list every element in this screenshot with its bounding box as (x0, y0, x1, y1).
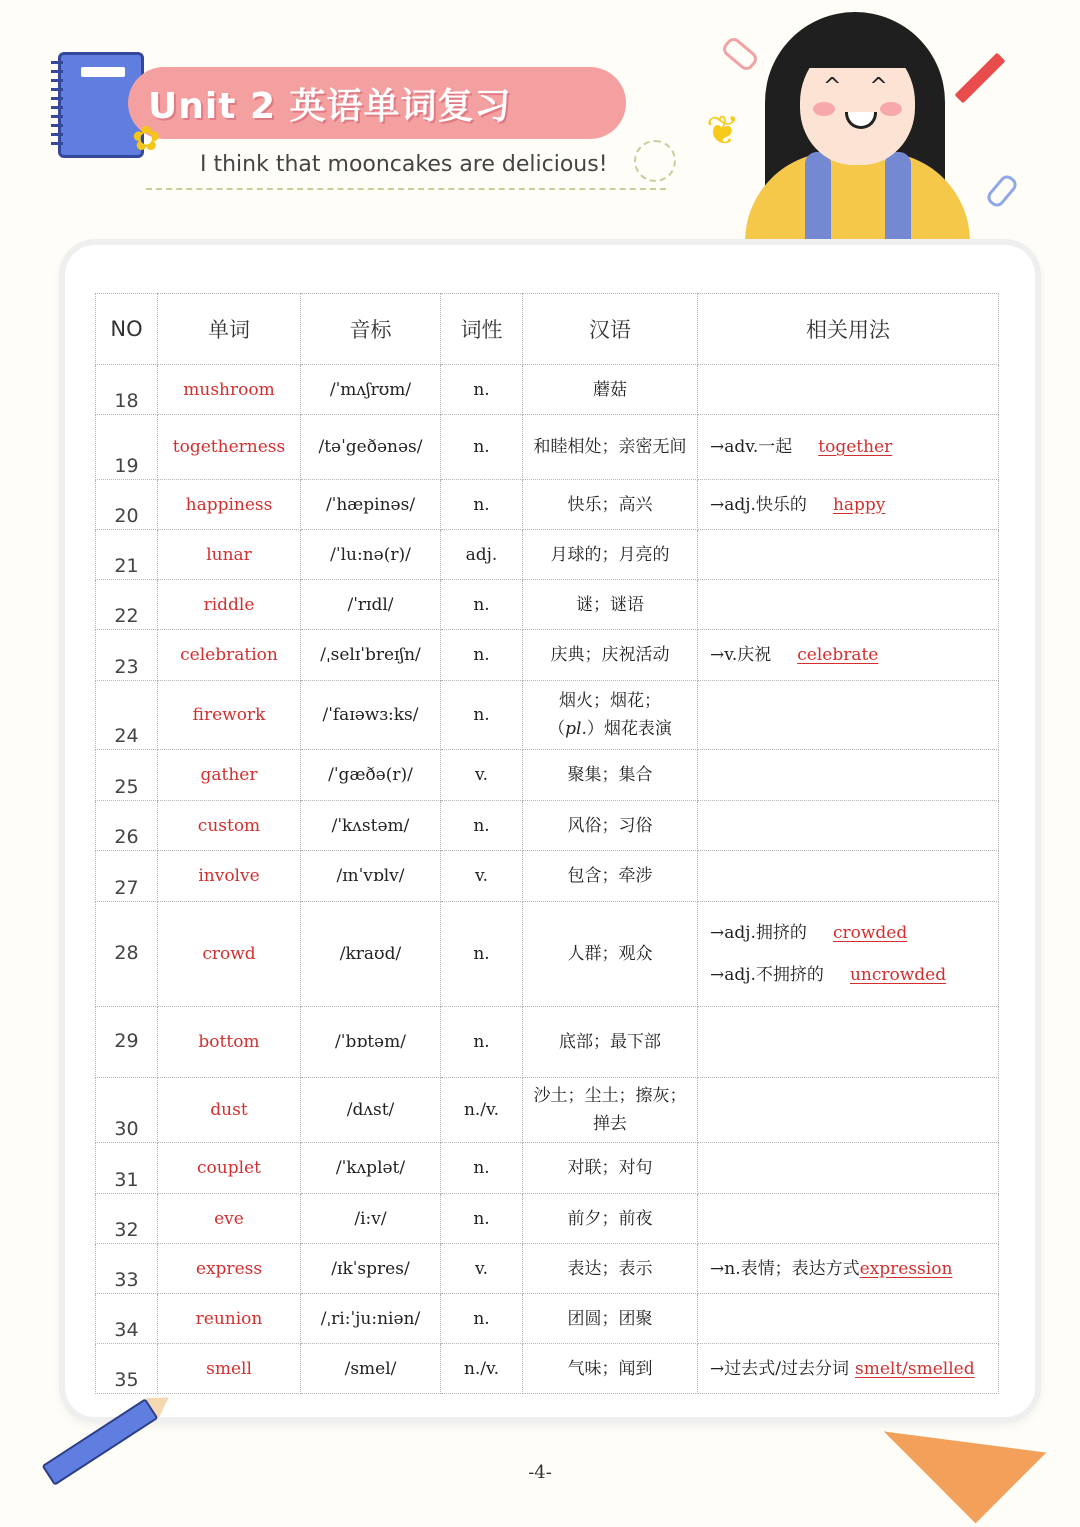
usage-answer: happy (832, 494, 886, 515)
usage-prefix: →n.表情；表达方式 (710, 1258, 860, 1279)
usage-answer: expression (859, 1258, 953, 1279)
chinese-meaning-line: （pl.）烟花表演 (548, 719, 672, 739)
usage-cell (698, 902, 999, 1007)
phonetic: /i:v/ (301, 1194, 441, 1244)
table-row (96, 1194, 999, 1244)
plural-abbrev: pl. (565, 719, 587, 739)
chinese-meaning: 人群；观众 (523, 902, 698, 1007)
row-number: 29 (96, 1007, 158, 1078)
page-number: -4- (528, 1462, 552, 1483)
butterfly-icon: ❦ (706, 108, 740, 154)
dashed-circle-decoration (634, 140, 676, 182)
table-row (96, 530, 999, 580)
usage-answer: together (818, 437, 893, 457)
part-of-speech: n. (441, 480, 523, 530)
part-of-speech: n. (441, 1294, 523, 1344)
table-row (96, 1007, 999, 1078)
phonetic: /ˈhæpinəs/ (301, 480, 441, 530)
chinese-meaning: 团圆；团聚 (523, 1294, 698, 1344)
phonetic: /ˈfaɪəwɜ:ks/ (301, 681, 441, 750)
vocab-word: custom (158, 801, 301, 851)
row-number: 30 (96, 1078, 158, 1143)
usage-cell (698, 1194, 999, 1244)
part-of-speech: n. (441, 415, 523, 480)
usage-answer: crowded (832, 923, 908, 943)
chinese-meaning: 聚集；集合 (523, 750, 698, 801)
row-number: 22 (96, 580, 158, 630)
phonetic: /kraʊd/ (301, 902, 441, 1007)
phonetic: /ˈbɒtəm/ (301, 1007, 441, 1078)
table-row (96, 480, 999, 530)
usage-prefix: →adj.快乐的 (710, 494, 807, 515)
usage-cell (698, 480, 999, 530)
vocab-word: gather (158, 750, 301, 801)
usage-answer: uncrowded (849, 965, 947, 985)
vocab-word: mushroom (158, 365, 301, 415)
usage-cell (698, 750, 999, 801)
usage-prefix: →v.庆祝 (710, 645, 772, 665)
chinese-meaning: 表达；表示 (523, 1244, 698, 1294)
chinese-meaning (523, 681, 698, 750)
phonetic: /ɪkˈspres/ (301, 1244, 441, 1294)
part-of-speech: v. (441, 851, 523, 902)
part-of-speech: v. (441, 750, 523, 801)
row-number: 19 (96, 415, 158, 480)
part-of-speech: adj. (441, 530, 523, 580)
phonetic: /ˈrɪdl/ (301, 580, 441, 630)
chinese-meaning: 快乐；高兴 (523, 480, 698, 530)
table-row (96, 750, 999, 801)
chinese-meaning: 沙土；尘土；擦灰；掸去 (523, 1078, 698, 1143)
vocab-word: reunion (158, 1294, 301, 1344)
chinese-meaning: 风俗；习俗 (523, 801, 698, 851)
table-row (96, 681, 999, 750)
usage-prefix: →adj.不拥挤的 (710, 965, 824, 985)
table-row (96, 415, 999, 480)
chinese-meaning: 对联；对句 (523, 1143, 698, 1194)
chinese-meaning: 蘑菇 (523, 365, 698, 415)
table-row (96, 1344, 999, 1394)
col-header-pos: 词性 (441, 294, 523, 365)
vocab-word: express (158, 1244, 301, 1294)
vocab-word: crowd (158, 902, 301, 1007)
vocab-word: involve (158, 851, 301, 902)
vocab-word: celebration (158, 630, 301, 681)
phonetic: /ˈkʌstəm/ (301, 801, 441, 851)
usage-cell (698, 681, 999, 750)
usage-cell (698, 1294, 999, 1344)
part-of-speech: n. (441, 365, 523, 415)
vocab-word: lunar (158, 530, 301, 580)
page-subtitle: I think that mooncakes are delicious! (200, 152, 608, 177)
part-of-speech: v. (441, 1244, 523, 1294)
flower-icon: ✿ (132, 119, 161, 159)
phonetic: /ˌri:ˈju:niən/ (301, 1294, 441, 1344)
row-number: 28 (96, 902, 158, 1007)
part-of-speech: n./v. (441, 1078, 523, 1143)
vocab-word: firework (158, 681, 301, 750)
part-of-speech: n. (441, 801, 523, 851)
usage-prefix: →过去式/过去分词 (710, 1358, 849, 1379)
usage-cell (698, 530, 999, 580)
table-row (96, 1143, 999, 1194)
part-of-speech: n. (441, 630, 523, 681)
chinese-meaning: 月球的；月亮的 (523, 530, 698, 580)
usage-line (710, 912, 994, 954)
row-number: 21 (96, 530, 158, 580)
phonetic: /ˈlu:nə(r)/ (301, 530, 441, 580)
usage-cell (698, 1143, 999, 1194)
col-header-chinese: 汉语 (523, 294, 698, 365)
vocab-word: couplet (158, 1143, 301, 1194)
row-number: 26 (96, 801, 158, 851)
row-number: 23 (96, 630, 158, 681)
col-header-word: 单词 (158, 294, 301, 365)
usage-cell (698, 415, 999, 480)
phonetic: /ˈkʌplət/ (301, 1143, 441, 1194)
table-row (96, 1244, 999, 1294)
usage-cell (698, 365, 999, 415)
vocab-table (95, 293, 999, 1394)
usage-cell (698, 1244, 999, 1294)
row-number: 25 (96, 750, 158, 801)
phonetic: /ˈmʌʃrʊm/ (301, 365, 441, 415)
chinese-meaning: 和睦相处；亲密无间 (523, 415, 698, 480)
usage-cell (698, 1078, 999, 1143)
chinese-meaning: 底部；最下部 (523, 1007, 698, 1078)
usage-line (710, 954, 994, 996)
part-of-speech: n./v. (441, 1344, 523, 1394)
phonetic: /ˌselɪˈbreɪʃn/ (301, 630, 441, 681)
chinese-meaning: 庆典；庆祝活动 (523, 630, 698, 681)
phonetic: /dʌst/ (301, 1078, 441, 1143)
vocab-word: riddle (158, 580, 301, 630)
chinese-meaning-line: 烟火；烟花； (559, 691, 661, 711)
usage-prefix: →adj.拥挤的 (710, 923, 807, 943)
part-of-speech: n. (441, 1194, 523, 1244)
vocab-word: eve (158, 1194, 301, 1244)
phonetic: /ˈgæðə(r)/ (301, 750, 441, 801)
usage-cell (698, 630, 999, 681)
row-number: 18 (96, 365, 158, 415)
table-row (96, 801, 999, 851)
table-row (96, 851, 999, 902)
phonetic: /təˈgeðənəs/ (301, 415, 441, 480)
row-number: 34 (96, 1294, 158, 1344)
chinese-meaning: 谜；谜语 (523, 580, 698, 630)
table-row (96, 902, 999, 1007)
part-of-speech: n. (441, 580, 523, 630)
paperclip-icon (984, 172, 1020, 210)
usage-prefix: →adv.一起 (710, 437, 793, 457)
chinese-meaning: 包含；牵涉 (523, 851, 698, 902)
part-of-speech: n. (441, 1007, 523, 1078)
table-header-row (96, 294, 999, 365)
usage-cell (698, 801, 999, 851)
col-header-usage: 相关用法 (698, 294, 999, 365)
row-number: 32 (96, 1194, 158, 1244)
table-row (96, 630, 999, 681)
girl-illustration: ^^ (735, 12, 980, 252)
col-header-phonetic: 音标 (301, 294, 441, 365)
chinese-meaning: 前夕；前夜 (523, 1194, 698, 1244)
vocab-word: happiness (158, 480, 301, 530)
chinese-meaning: 气味；闻到 (523, 1344, 698, 1394)
phonetic: /smel/ (301, 1344, 441, 1394)
part-of-speech: n. (441, 902, 523, 1007)
row-number: 33 (96, 1244, 158, 1294)
vocab-word: bottom (158, 1007, 301, 1078)
table-row (96, 365, 999, 415)
row-number: 27 (96, 851, 158, 902)
table-row (96, 580, 999, 630)
usage-cell (698, 1007, 999, 1078)
usage-cell (698, 851, 999, 902)
table-row (96, 1078, 999, 1143)
vocab-word: togetherness (158, 415, 301, 480)
usage-answer: smelt/smelled (854, 1358, 975, 1379)
part-of-speech: n. (441, 1143, 523, 1194)
table-row (96, 1294, 999, 1344)
col-header-no: NO (96, 294, 158, 365)
vocab-word: dust (158, 1078, 301, 1143)
row-number: 35 (96, 1344, 158, 1394)
row-number: 31 (96, 1143, 158, 1194)
usage-cell (698, 580, 999, 630)
usage-answer: celebrate (797, 645, 879, 665)
title-banner (128, 67, 626, 139)
vocab-word: smell (158, 1344, 301, 1394)
row-number: 24 (96, 681, 158, 750)
phonetic: /ɪnˈvɒlv/ (301, 851, 441, 902)
dashed-divider (146, 188, 666, 190)
row-number: 20 (96, 480, 158, 530)
part-of-speech: n. (441, 681, 523, 750)
page-title: Unit 2 英语单词复习 (148, 85, 512, 127)
